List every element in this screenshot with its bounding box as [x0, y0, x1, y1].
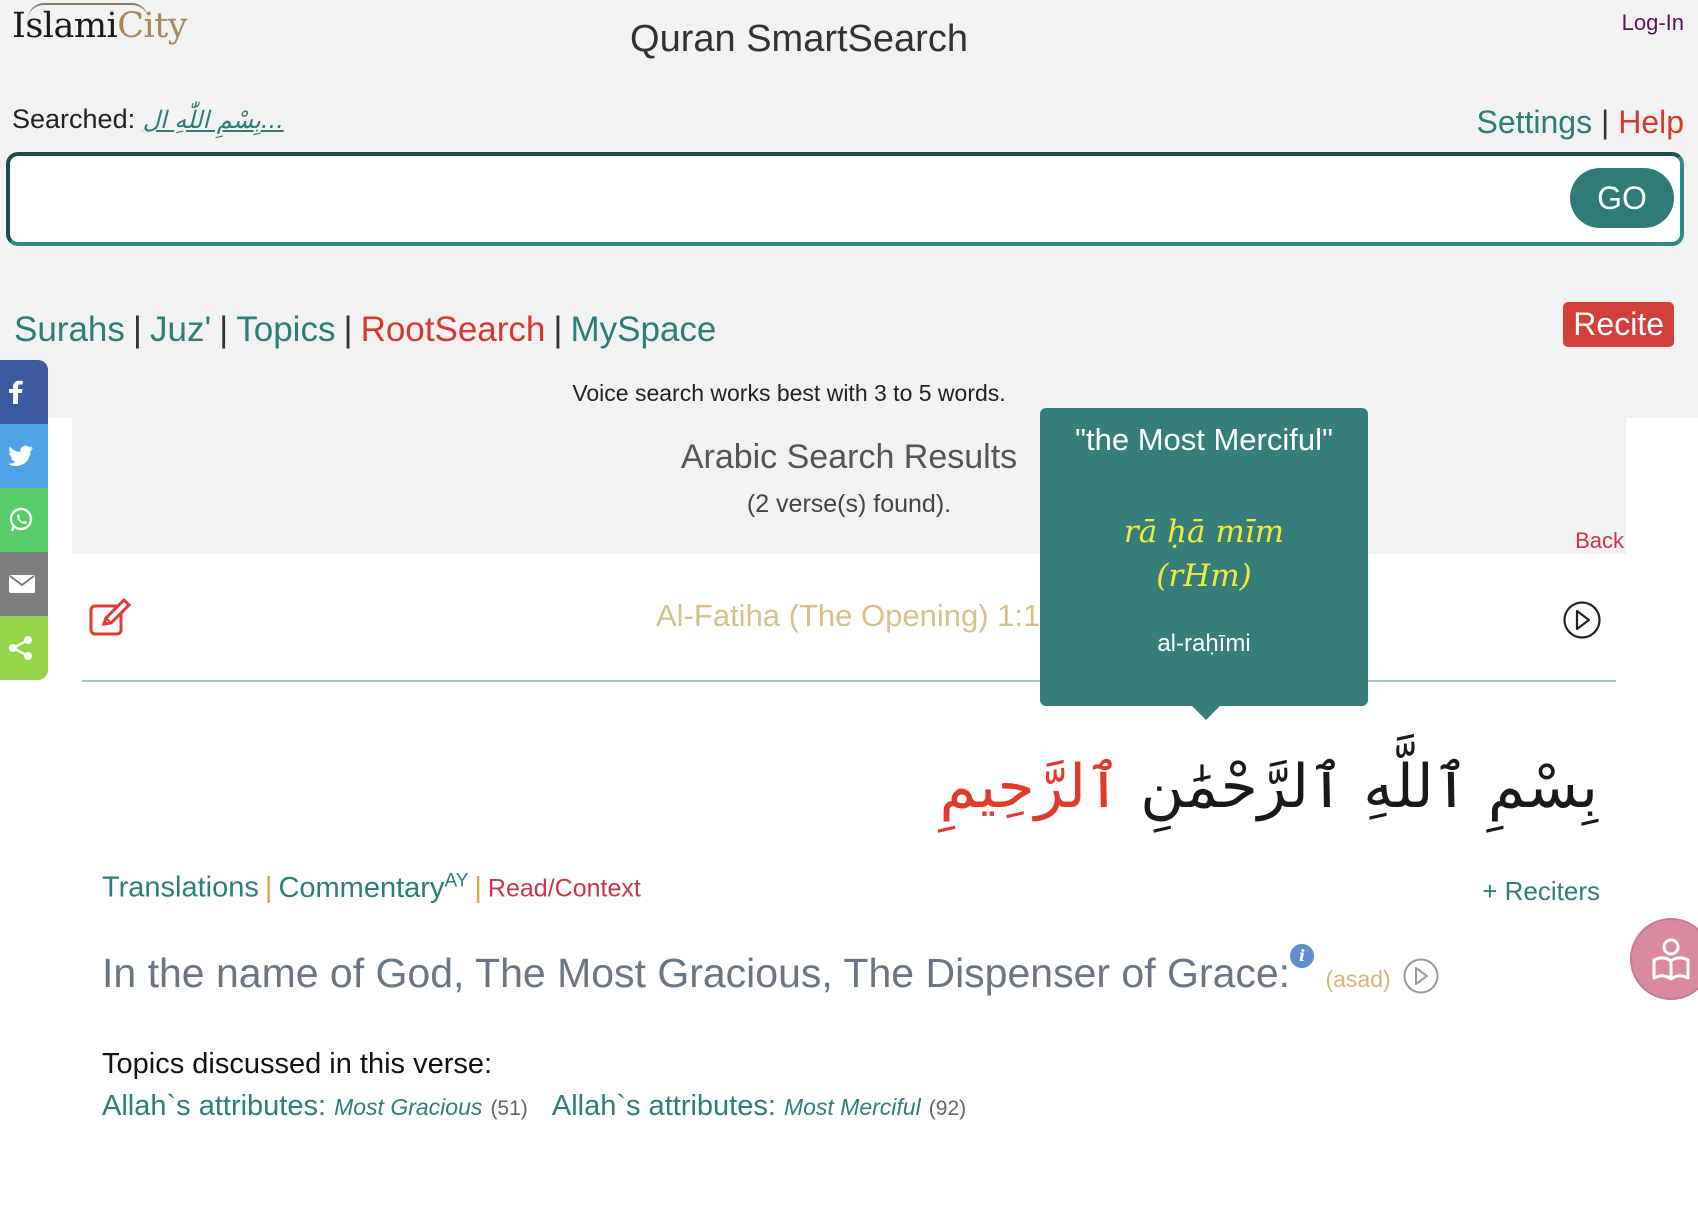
tooltip-meaning: "the Most Merciful"	[1074, 422, 1334, 457]
word-root-tooltip	[1040, 408, 1368, 706]
reader-icon	[1646, 934, 1696, 984]
nav-topics[interactable]: Topics	[236, 310, 336, 349]
nav-separator: |	[343, 310, 353, 349]
verse-divider	[82, 680, 1616, 682]
tab-commentary-sup: AY	[444, 870, 469, 891]
verse-tabs	[102, 870, 641, 905]
settings-help-links	[1476, 104, 1684, 141]
topic-count: (92)	[928, 1097, 967, 1120]
tooltip-root-code: (rHm)	[1156, 558, 1252, 594]
topic-link[interactable]	[552, 1090, 966, 1122]
searched-label-row	[12, 104, 284, 135]
twitter-icon	[8, 445, 34, 467]
topic-attribute: Most Merciful	[783, 1094, 921, 1120]
topics-heading: Topics discussed in this verse:	[102, 1048, 493, 1080]
verse-reference-link[interactable]: Al-Fatiha (The Opening) 1:1	[656, 598, 1041, 633]
tooltip-transliteration: al-raḥīmi	[1157, 630, 1251, 657]
topics-list	[102, 1090, 982, 1123]
tooltip-arrow	[1192, 706, 1220, 720]
login-link[interactable]: Log-In	[1621, 10, 1684, 35]
arabic-verse-text	[939, 752, 1598, 822]
results-title: Arabic Search Results	[680, 438, 1018, 476]
play-verse-icon[interactable]	[1562, 600, 1602, 640]
go-button[interactable]: GO	[1570, 168, 1674, 228]
nav-surahs[interactable]: Surahs	[14, 310, 125, 349]
searched-term-link[interactable]: بِسْمِ اللّٰهِ ال...	[142, 106, 284, 134]
voice-search-tip: Voice search works best with 3 to 5 words.	[572, 380, 1006, 406]
topic-count: (51)	[490, 1097, 528, 1120]
topic-attribute: Most Gracious	[334, 1094, 483, 1120]
logo-arc	[28, 3, 148, 19]
search-box	[6, 152, 1684, 246]
translation-text: In the name of God, The Most Gracious, The Dispenser of Grace:	[102, 950, 1291, 996]
recite-button[interactable]: Recite	[1563, 302, 1674, 347]
tooltip-root-letters	[1040, 510, 1368, 598]
twitter-share-button[interactable]	[0, 424, 48, 488]
separator: |	[1600, 104, 1610, 140]
search-input[interactable]	[24, 172, 1558, 228]
email-share-button[interactable]	[0, 552, 48, 616]
arabic-words[interactable]: بِسْمِ ٱللَّهِ ٱلرَّحْمَٰنِ	[1121, 752, 1598, 822]
nav-separator: |	[132, 310, 142, 349]
topic-link[interactable]	[102, 1090, 536, 1122]
email-icon	[8, 574, 36, 594]
more-share-button[interactable]	[0, 616, 48, 680]
searched-label: Searched:	[12, 104, 136, 134]
reciters-link[interactable]: + Reciters	[1482, 876, 1600, 906]
facebook-icon	[8, 380, 24, 404]
nav-separator: |	[219, 310, 229, 349]
main-nav	[14, 310, 716, 350]
tab-read-context[interactable]: Read/Context	[487, 874, 641, 903]
page-title: Quran SmartSearch	[630, 18, 968, 60]
nav-myspace[interactable]: MySpace	[570, 310, 717, 349]
nav-juz[interactable]: Juz'	[150, 310, 212, 349]
verse-translation	[102, 946, 1440, 997]
share-icon	[8, 635, 34, 661]
results-count: (2 verse(s) found).	[746, 490, 952, 518]
settings-link[interactable]: Settings	[1476, 104, 1593, 140]
info-icon[interactable]: i	[1290, 944, 1314, 968]
facebook-share-button[interactable]	[0, 360, 48, 424]
nav-separator: |	[553, 310, 563, 349]
tab-separator: |	[264, 871, 273, 904]
islamicity-logo[interactable]: IslamiCity	[12, 6, 187, 46]
reader-mode-button[interactable]	[1630, 918, 1698, 1000]
tooltip-root-letters-text: rā ḥā mīm	[1123, 514, 1285, 550]
whatsapp-icon	[8, 507, 34, 533]
tab-separator: |	[474, 871, 482, 904]
tab-commentary-label: Commentary	[278, 871, 445, 904]
arabic-highlighted-word[interactable]: ٱلرَّحِيمِ	[939, 752, 1122, 822]
tab-commentary[interactable]	[278, 872, 468, 904]
back-link[interactable]: Back	[1575, 528, 1624, 553]
help-link[interactable]: Help	[1618, 104, 1684, 140]
topic-label: Allah`s attributes:	[102, 1090, 327, 1122]
play-translation-icon[interactable]	[1402, 957, 1440, 995]
tab-translations[interactable]: Translations	[102, 871, 259, 904]
edit-note-icon[interactable]	[88, 598, 132, 638]
translator-name[interactable]: (asad)	[1325, 966, 1391, 992]
whatsapp-share-button[interactable]	[0, 488, 48, 552]
topic-label: Allah`s attributes:	[551, 1090, 776, 1122]
nav-rootsearch[interactable]: RootSearch	[360, 310, 546, 349]
